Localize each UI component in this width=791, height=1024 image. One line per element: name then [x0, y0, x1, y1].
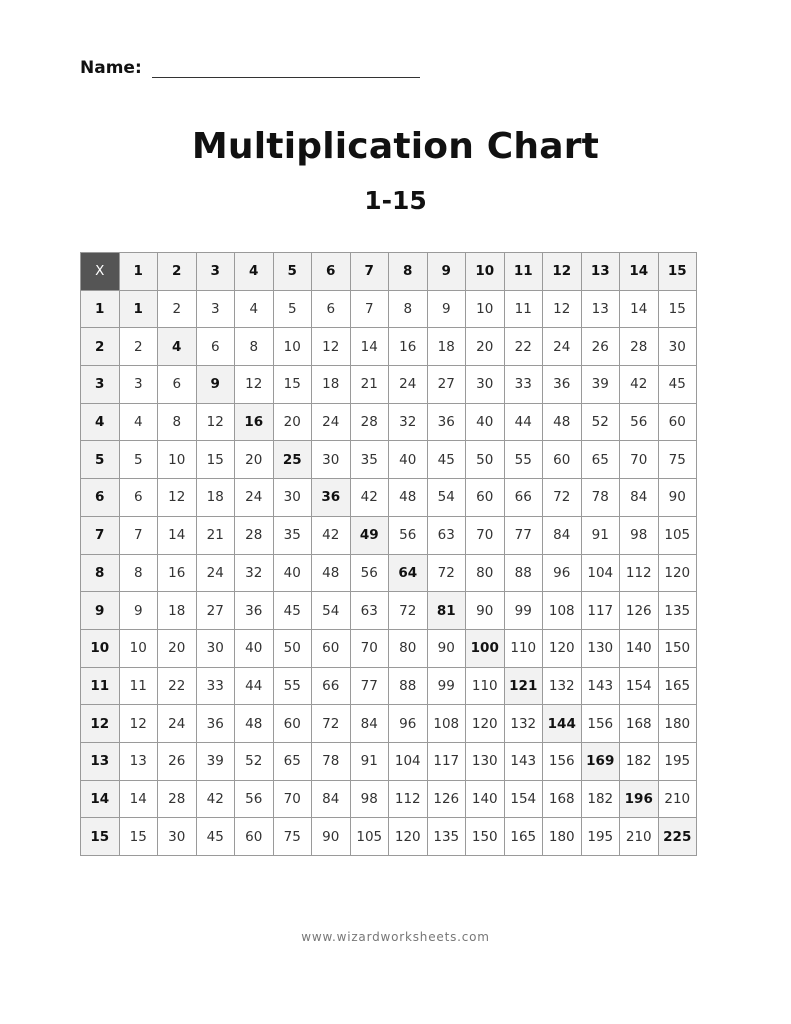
square-product-cell: 16	[235, 403, 274, 441]
product-cell: 143	[504, 742, 543, 780]
column-header: 7	[350, 253, 389, 291]
product-cell: 120	[466, 705, 505, 743]
product-cell: 70	[273, 780, 312, 818]
square-product-cell: 169	[581, 742, 620, 780]
column-header: 8	[389, 253, 428, 291]
product-cell: 72	[427, 554, 466, 592]
multiplication-table	[80, 252, 697, 856]
product-cell: 84	[543, 516, 582, 554]
product-cell: 45	[427, 441, 466, 479]
product-cell: 5	[273, 290, 312, 328]
product-cell: 48	[235, 705, 274, 743]
product-cell: 48	[312, 554, 351, 592]
product-cell: 140	[620, 629, 659, 667]
product-cell: 45	[273, 592, 312, 630]
row-header: 14	[81, 780, 120, 818]
product-cell: 8	[119, 554, 158, 592]
product-cell: 30	[312, 441, 351, 479]
page-subtitle: 1-15	[364, 186, 427, 215]
product-cell: 56	[235, 780, 274, 818]
column-header: 11	[504, 253, 543, 291]
product-cell: 35	[273, 516, 312, 554]
product-cell: 12	[158, 479, 197, 517]
product-cell: 132	[504, 705, 543, 743]
product-cell: 77	[504, 516, 543, 554]
product-cell: 36	[427, 403, 466, 441]
product-cell: 24	[312, 403, 351, 441]
product-cell: 60	[543, 441, 582, 479]
column-header: 12	[543, 253, 582, 291]
product-cell: 54	[312, 592, 351, 630]
product-cell: 30	[196, 629, 235, 667]
product-cell: 18	[312, 366, 351, 404]
table-row	[81, 554, 697, 592]
product-cell: 91	[350, 742, 389, 780]
row-header: 5	[81, 441, 120, 479]
product-cell: 72	[312, 705, 351, 743]
footer-url: www.wizardworksheets.com	[301, 930, 490, 944]
product-cell: 20	[273, 403, 312, 441]
product-cell: 10	[273, 328, 312, 366]
row-header: 8	[81, 554, 120, 592]
product-cell: 56	[350, 554, 389, 592]
product-cell: 104	[581, 554, 620, 592]
product-cell: 6	[196, 328, 235, 366]
product-cell: 36	[196, 705, 235, 743]
product-cell: 7	[119, 516, 158, 554]
product-cell: 30	[466, 366, 505, 404]
product-cell: 132	[543, 667, 582, 705]
product-cell: 56	[389, 516, 428, 554]
product-cell: 13	[119, 742, 158, 780]
product-cell: 88	[504, 554, 543, 592]
product-cell: 40	[235, 629, 274, 667]
table-row	[81, 592, 697, 630]
product-cell: 180	[658, 705, 697, 743]
product-cell: 56	[620, 403, 659, 441]
product-cell: 13	[581, 290, 620, 328]
product-cell: 9	[427, 290, 466, 328]
corner-cell: X	[81, 253, 120, 291]
product-cell: 91	[581, 516, 620, 554]
row-header: 1	[81, 290, 120, 328]
product-cell: 16	[389, 328, 428, 366]
product-cell: 112	[620, 554, 659, 592]
product-cell: 44	[504, 403, 543, 441]
product-cell: 165	[504, 818, 543, 856]
product-cell: 42	[312, 516, 351, 554]
name-field-row	[80, 58, 420, 78]
column-header: 14	[620, 253, 659, 291]
product-cell: 26	[581, 328, 620, 366]
product-cell: 110	[466, 667, 505, 705]
product-cell: 11	[504, 290, 543, 328]
product-cell: 63	[350, 592, 389, 630]
column-header: 5	[273, 253, 312, 291]
product-cell: 60	[235, 818, 274, 856]
product-cell: 105	[658, 516, 697, 554]
square-product-cell: 100	[466, 629, 505, 667]
product-cell: 30	[658, 328, 697, 366]
product-cell: 22	[158, 667, 197, 705]
table-row	[81, 479, 697, 517]
product-cell: 195	[658, 742, 697, 780]
header-row	[81, 253, 697, 291]
product-cell: 96	[543, 554, 582, 592]
product-cell: 6	[119, 479, 158, 517]
product-cell: 45	[658, 366, 697, 404]
product-cell: 154	[620, 667, 659, 705]
product-cell: 9	[119, 592, 158, 630]
product-cell: 40	[273, 554, 312, 592]
table-row	[81, 780, 697, 818]
product-cell: 7	[350, 290, 389, 328]
product-cell: 5	[119, 441, 158, 479]
product-cell: 45	[196, 818, 235, 856]
product-cell: 108	[543, 592, 582, 630]
product-cell: 66	[312, 667, 351, 705]
name-blank-line[interactable]	[152, 59, 420, 78]
product-cell: 66	[504, 479, 543, 517]
table-row	[81, 742, 697, 780]
product-cell: 42	[196, 780, 235, 818]
square-product-cell: 81	[427, 592, 466, 630]
product-cell: 140	[466, 780, 505, 818]
product-cell: 210	[658, 780, 697, 818]
product-cell: 110	[504, 629, 543, 667]
product-cell: 30	[273, 479, 312, 517]
product-cell: 88	[389, 667, 428, 705]
product-cell: 39	[196, 742, 235, 780]
table-row	[81, 629, 697, 667]
product-cell: 78	[581, 479, 620, 517]
column-header: 1	[119, 253, 158, 291]
table-row	[81, 290, 697, 328]
product-cell: 78	[312, 742, 351, 780]
table-row	[81, 403, 697, 441]
product-cell: 8	[235, 328, 274, 366]
column-header: 15	[658, 253, 697, 291]
product-cell: 84	[620, 479, 659, 517]
product-cell: 6	[158, 366, 197, 404]
product-cell: 18	[196, 479, 235, 517]
name-label: Name:	[80, 58, 142, 78]
product-cell: 8	[158, 403, 197, 441]
product-cell: 210	[620, 818, 659, 856]
product-cell: 126	[427, 780, 466, 818]
product-cell: 80	[466, 554, 505, 592]
table-row	[81, 441, 697, 479]
product-cell: 70	[620, 441, 659, 479]
column-header: 4	[235, 253, 274, 291]
product-cell: 72	[543, 479, 582, 517]
product-cell: 60	[466, 479, 505, 517]
product-cell: 55	[504, 441, 543, 479]
product-cell: 105	[350, 818, 389, 856]
table-row	[81, 516, 697, 554]
product-cell: 50	[273, 629, 312, 667]
product-cell: 55	[273, 667, 312, 705]
product-cell: 10	[466, 290, 505, 328]
product-cell: 150	[658, 629, 697, 667]
product-cell: 21	[350, 366, 389, 404]
product-cell: 98	[620, 516, 659, 554]
product-cell: 12	[312, 328, 351, 366]
column-header: 2	[158, 253, 197, 291]
product-cell: 6	[312, 290, 351, 328]
product-cell: 135	[658, 592, 697, 630]
product-cell: 52	[235, 742, 274, 780]
product-cell: 36	[543, 366, 582, 404]
product-cell: 98	[350, 780, 389, 818]
product-cell: 99	[504, 592, 543, 630]
product-cell: 12	[235, 366, 274, 404]
row-header: 12	[81, 705, 120, 743]
product-cell: 24	[158, 705, 197, 743]
product-cell: 24	[389, 366, 428, 404]
product-cell: 72	[389, 592, 428, 630]
product-cell: 10	[119, 629, 158, 667]
row-header: 6	[81, 479, 120, 517]
square-product-cell: 144	[543, 705, 582, 743]
row-header: 4	[81, 403, 120, 441]
product-cell: 96	[389, 705, 428, 743]
product-cell: 48	[389, 479, 428, 517]
product-cell: 99	[427, 667, 466, 705]
column-header: 9	[427, 253, 466, 291]
product-cell: 35	[350, 441, 389, 479]
row-header: 2	[81, 328, 120, 366]
product-cell: 44	[235, 667, 274, 705]
product-cell: 14	[350, 328, 389, 366]
product-cell: 30	[158, 818, 197, 856]
product-cell: 70	[466, 516, 505, 554]
square-product-cell: 64	[389, 554, 428, 592]
product-cell: 180	[543, 818, 582, 856]
product-cell: 70	[350, 629, 389, 667]
square-product-cell: 225	[658, 818, 697, 856]
product-cell: 36	[235, 592, 274, 630]
product-cell: 18	[427, 328, 466, 366]
square-product-cell: 4	[158, 328, 197, 366]
product-cell: 4	[235, 290, 274, 328]
product-cell: 182	[581, 780, 620, 818]
product-cell: 50	[466, 441, 505, 479]
product-cell: 24	[196, 554, 235, 592]
product-cell: 77	[350, 667, 389, 705]
product-cell: 16	[158, 554, 197, 592]
row-header: 3	[81, 366, 120, 404]
product-cell: 2	[158, 290, 197, 328]
table-row	[81, 667, 697, 705]
product-cell: 195	[581, 818, 620, 856]
product-cell: 27	[196, 592, 235, 630]
product-cell: 12	[543, 290, 582, 328]
product-cell: 40	[389, 441, 428, 479]
product-cell: 3	[119, 366, 158, 404]
column-header: 6	[312, 253, 351, 291]
product-cell: 24	[543, 328, 582, 366]
product-cell: 63	[427, 516, 466, 554]
product-cell: 130	[581, 629, 620, 667]
product-cell: 14	[119, 780, 158, 818]
product-cell: 15	[273, 366, 312, 404]
product-cell: 90	[427, 629, 466, 667]
product-cell: 15	[196, 441, 235, 479]
product-cell: 156	[543, 742, 582, 780]
product-cell: 130	[466, 742, 505, 780]
product-cell: 8	[389, 290, 428, 328]
product-cell: 108	[427, 705, 466, 743]
product-cell: 40	[466, 403, 505, 441]
product-cell: 39	[581, 366, 620, 404]
product-cell: 80	[389, 629, 428, 667]
product-cell: 24	[235, 479, 274, 517]
product-cell: 65	[273, 742, 312, 780]
product-cell: 32	[235, 554, 274, 592]
product-cell: 168	[543, 780, 582, 818]
product-cell: 22	[504, 328, 543, 366]
product-cell: 14	[158, 516, 197, 554]
product-cell: 75	[273, 818, 312, 856]
square-product-cell: 25	[273, 441, 312, 479]
product-cell: 52	[581, 403, 620, 441]
product-cell: 28	[235, 516, 274, 554]
column-header: 10	[466, 253, 505, 291]
product-cell: 12	[196, 403, 235, 441]
product-cell: 90	[312, 818, 351, 856]
row-header: 10	[81, 629, 120, 667]
product-cell: 75	[658, 441, 697, 479]
product-cell: 154	[504, 780, 543, 818]
product-cell: 11	[119, 667, 158, 705]
product-cell: 156	[581, 705, 620, 743]
product-cell: 60	[312, 629, 351, 667]
product-cell: 27	[427, 366, 466, 404]
product-cell: 84	[312, 780, 351, 818]
square-product-cell: 36	[312, 479, 351, 517]
product-cell: 18	[158, 592, 197, 630]
square-product-cell: 49	[350, 516, 389, 554]
product-cell: 15	[119, 818, 158, 856]
product-cell: 117	[581, 592, 620, 630]
page-title: Multiplication Chart	[191, 126, 600, 167]
product-cell: 135	[427, 818, 466, 856]
row-header: 11	[81, 667, 120, 705]
product-cell: 3	[196, 290, 235, 328]
product-cell: 32	[389, 403, 428, 441]
product-cell: 104	[389, 742, 428, 780]
row-header: 7	[81, 516, 120, 554]
product-cell: 26	[158, 742, 197, 780]
product-cell: 4	[119, 403, 158, 441]
square-product-cell: 121	[504, 667, 543, 705]
row-header: 15	[81, 818, 120, 856]
row-header: 9	[81, 592, 120, 630]
product-cell: 28	[350, 403, 389, 441]
square-product-cell: 1	[119, 290, 158, 328]
product-cell: 28	[620, 328, 659, 366]
product-cell: 143	[581, 667, 620, 705]
product-cell: 33	[196, 667, 235, 705]
product-cell: 21	[196, 516, 235, 554]
product-cell: 42	[350, 479, 389, 517]
product-cell: 33	[504, 366, 543, 404]
product-cell: 14	[620, 290, 659, 328]
row-header: 13	[81, 742, 120, 780]
product-cell: 12	[119, 705, 158, 743]
product-cell: 168	[620, 705, 659, 743]
product-cell: 90	[466, 592, 505, 630]
product-cell: 65	[581, 441, 620, 479]
product-cell: 120	[658, 554, 697, 592]
column-header: 13	[581, 253, 620, 291]
square-product-cell: 9	[196, 366, 235, 404]
table-row	[81, 818, 697, 856]
product-cell: 60	[658, 403, 697, 441]
product-cell: 182	[620, 742, 659, 780]
column-header: 3	[196, 253, 235, 291]
product-cell: 20	[158, 629, 197, 667]
product-cell: 20	[466, 328, 505, 366]
table-row	[81, 366, 697, 404]
product-cell: 165	[658, 667, 697, 705]
product-cell: 120	[389, 818, 428, 856]
product-cell: 84	[350, 705, 389, 743]
product-cell: 15	[658, 290, 697, 328]
table-row	[81, 328, 697, 366]
product-cell: 48	[543, 403, 582, 441]
product-cell: 20	[235, 441, 274, 479]
product-cell: 2	[119, 328, 158, 366]
product-cell: 126	[620, 592, 659, 630]
product-cell: 117	[427, 742, 466, 780]
product-cell: 60	[273, 705, 312, 743]
product-cell: 120	[543, 629, 582, 667]
product-cell: 28	[158, 780, 197, 818]
table-row	[81, 705, 697, 743]
product-cell: 54	[427, 479, 466, 517]
product-cell: 150	[466, 818, 505, 856]
product-cell: 42	[620, 366, 659, 404]
product-cell: 10	[158, 441, 197, 479]
product-cell: 112	[389, 780, 428, 818]
square-product-cell: 196	[620, 780, 659, 818]
product-cell: 90	[658, 479, 697, 517]
